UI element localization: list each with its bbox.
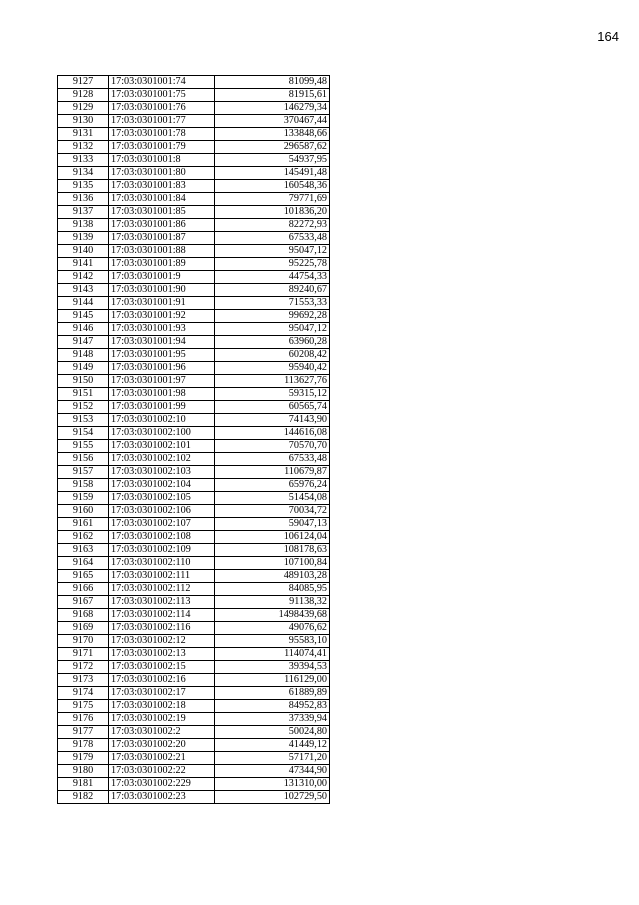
table-row [58,362,330,375]
row-number: 9141 [58,258,109,271]
table-row [58,297,330,310]
table-row [58,583,330,596]
cadastral-value: 61889,89 [215,687,330,700]
cadastral-value: 107100,84 [215,557,330,570]
table-row [58,505,330,518]
table-row [58,206,330,219]
cadastral-number: 17:03:0301001:85 [109,206,215,219]
cadastral-value: 89240,67 [215,284,330,297]
cadastral-value: 84085,95 [215,583,330,596]
cadastral-value: 370467,44 [215,115,330,128]
cadastral-number: 17:03:0301001:75 [109,89,215,102]
table-row [58,219,330,232]
cadastral-value: 74143,90 [215,414,330,427]
table-row [58,661,330,674]
cadastral-value: 101836,20 [215,206,330,219]
table-row [58,336,330,349]
row-number: 9162 [58,531,109,544]
table-row [58,778,330,791]
cadastral-value: 91138,32 [215,596,330,609]
row-number: 9152 [58,401,109,414]
row-number: 9149 [58,362,109,375]
row-number: 9157 [58,466,109,479]
cadastral-number: 17:03:0301002:101 [109,440,215,453]
cadastral-value: 99692,28 [215,310,330,323]
cadastral-value: 65976,24 [215,479,330,492]
cadastral-number: 17:03:0301001:88 [109,245,215,258]
table-row [58,557,330,570]
row-number: 9173 [58,674,109,687]
table-row [58,479,330,492]
table-row [58,752,330,765]
row-number: 9153 [58,414,109,427]
row-number: 9163 [58,544,109,557]
cadastral-value: 70034,72 [215,505,330,518]
cadastral-number: 17:03:0301002:22 [109,765,215,778]
cadastral-value: 59315,12 [215,388,330,401]
cadastral-value: 79771,69 [215,193,330,206]
row-number: 9159 [58,492,109,505]
row-number: 9154 [58,427,109,440]
cadastral-number: 17:03:0301002:104 [109,479,215,492]
table-row [58,674,330,687]
cadastral-value: 106124,04 [215,531,330,544]
table-row [58,388,330,401]
cadastral-value: 95583,10 [215,635,330,648]
table-row [58,323,330,336]
row-number: 9178 [58,739,109,752]
cadastral-number: 17:03:0301001:74 [109,76,215,89]
cadastral-value: 160548,36 [215,180,330,193]
row-number: 9155 [58,440,109,453]
cadastral-value: 54937,95 [215,154,330,167]
cadastral-value: 113627,76 [215,375,330,388]
table-row [58,596,330,609]
table-row [58,466,330,479]
cadastral-number: 17:03:0301002:23 [109,791,215,804]
row-number: 9171 [58,648,109,661]
row-number: 9132 [58,141,109,154]
cadastral-number: 17:03:0301002:100 [109,427,215,440]
row-number: 9175 [58,700,109,713]
row-number: 9169 [58,622,109,635]
table-row [58,115,330,128]
table-row [58,414,330,427]
cadastral-number: 17:03:0301002:107 [109,518,215,531]
row-number: 9150 [58,375,109,388]
table-row [58,128,330,141]
row-number: 9166 [58,583,109,596]
table-row [58,245,330,258]
cadastral-value: 1498439,68 [215,609,330,622]
row-number: 9160 [58,505,109,518]
cadastral-number: 17:03:0301002:108 [109,531,215,544]
table-row [58,193,330,206]
cadastral-number: 17:03:0301001:94 [109,336,215,349]
cadastral-number: 17:03:0301002:105 [109,492,215,505]
cadastral-value: 70570,70 [215,440,330,453]
row-number: 9127 [58,76,109,89]
table-row [58,687,330,700]
cadastral-number: 17:03:0301002:15 [109,661,215,674]
cadastral-number: 17:03:0301002:18 [109,700,215,713]
cadastral-value: 131310,00 [215,778,330,791]
cadastral-number: 17:03:0301002:19 [109,713,215,726]
cadastral-number: 17:03:0301001:8 [109,154,215,167]
cadastral-value: 51454,08 [215,492,330,505]
cadastral-number: 17:03:0301001:92 [109,310,215,323]
cadastral-value: 47344,90 [215,765,330,778]
table-row [58,453,330,466]
table-row [58,427,330,440]
cadastral-value: 95047,12 [215,245,330,258]
page-number: 164 [597,29,619,44]
row-number: 9179 [58,752,109,765]
cadastral-number: 17:03:0301002:112 [109,583,215,596]
row-number: 9164 [58,557,109,570]
table-row [58,791,330,804]
table-row [58,544,330,557]
cadastral-number: 17:03:0301001:9 [109,271,215,284]
cadastral-value: 145491,48 [215,167,330,180]
cadastral-value: 144616,08 [215,427,330,440]
row-number: 9182 [58,791,109,804]
table-row [58,739,330,752]
cadastral-value: 63960,28 [215,336,330,349]
cadastral-number: 17:03:0301002:114 [109,609,215,622]
row-number: 9138 [58,219,109,232]
table-row [58,102,330,115]
cadastral-value: 102729,50 [215,791,330,804]
cadastral-number: 17:03:0301002:106 [109,505,215,518]
cadastral-value: 59047,13 [215,518,330,531]
cadastral-number: 17:03:0301001:95 [109,349,215,362]
cadastral-value: 95940,42 [215,362,330,375]
cadastral-number: 17:03:0301002:113 [109,596,215,609]
cadastral-number: 17:03:0301002:2 [109,726,215,739]
table-body [58,76,330,804]
cadastral-number: 17:03:0301002:13 [109,648,215,661]
cadastral-value: 114074,41 [215,648,330,661]
cadastral-value: 50024,80 [215,726,330,739]
row-number: 9165 [58,570,109,583]
row-number: 9147 [58,336,109,349]
cadastral-number: 17:03:0301001:89 [109,258,215,271]
row-number: 9167 [58,596,109,609]
row-number: 9144 [58,297,109,310]
table-row [58,258,330,271]
cadastral-number: 17:03:0301002:229 [109,778,215,791]
table-row [58,713,330,726]
row-number: 9174 [58,687,109,700]
cadastral-value: 67533,48 [215,232,330,245]
table-row [58,648,330,661]
table-row [58,440,330,453]
cadastral-value: 82272,93 [215,219,330,232]
cadastral-number: 17:03:0301002:103 [109,466,215,479]
cadastral-number: 17:03:0301002:20 [109,739,215,752]
cadastral-number: 17:03:0301002:110 [109,557,215,570]
cadastral-number: 17:03:0301001:78 [109,128,215,141]
cadastral-value: 489103,28 [215,570,330,583]
table-row [58,570,330,583]
table-row [58,154,330,167]
cadastral-number: 17:03:0301001:76 [109,102,215,115]
row-number: 9140 [58,245,109,258]
cadastral-value: 60565,74 [215,401,330,414]
table-row [58,622,330,635]
cadastral-number: 17:03:0301001:96 [109,362,215,375]
cadastral-number: 17:03:0301001:90 [109,284,215,297]
cadastral-number: 17:03:0301001:91 [109,297,215,310]
cadastral-value: 133848,66 [215,128,330,141]
cadastral-number: 17:03:0301001:97 [109,375,215,388]
row-number: 9137 [58,206,109,219]
table-row [58,401,330,414]
table-row [58,375,330,388]
cadastral-value: 95047,12 [215,323,330,336]
cadastral-value: 108178,63 [215,544,330,557]
row-number: 9168 [58,609,109,622]
row-number: 9143 [58,284,109,297]
row-number: 9130 [58,115,109,128]
table-row [58,232,330,245]
row-number: 9139 [58,232,109,245]
table-row [58,349,330,362]
cadastral-value: 81099,48 [215,76,330,89]
cadastral-number: 17:03:0301001:79 [109,141,215,154]
table-row [58,492,330,505]
table-row [58,141,330,154]
table-row [58,635,330,648]
row-number: 9146 [58,323,109,336]
cadastral-number: 17:03:0301002:16 [109,674,215,687]
table-row [58,310,330,323]
table-row [58,765,330,778]
cadastral-value: 60208,42 [215,349,330,362]
table-row [58,700,330,713]
table-row [58,284,330,297]
table-row [58,518,330,531]
row-number: 9131 [58,128,109,141]
row-number: 9156 [58,453,109,466]
cadastral-number: 17:03:0301002:10 [109,414,215,427]
cadastral-value: 81915,61 [215,89,330,102]
cadastral-number: 17:03:0301002:12 [109,635,215,648]
cadastral-value: 296587,62 [215,141,330,154]
row-number: 9133 [58,154,109,167]
cadastral-number: 17:03:0301001:83 [109,180,215,193]
cadastral-value: 146279,34 [215,102,330,115]
cadastral-number: 17:03:0301001:87 [109,232,215,245]
cadastral-number: 17:03:0301001:86 [109,219,215,232]
cadastral-number: 17:03:0301002:21 [109,752,215,765]
row-number: 9176 [58,713,109,726]
row-number: 9145 [58,310,109,323]
cadastral-value: 57171,20 [215,752,330,765]
row-number: 9177 [58,726,109,739]
cadastral-number: 17:03:0301002:102 [109,453,215,466]
row-number: 9129 [58,102,109,115]
row-number: 9161 [58,518,109,531]
row-number: 9136 [58,193,109,206]
cadastral-value: 110679,87 [215,466,330,479]
table-row [58,609,330,622]
row-number: 9151 [58,388,109,401]
row-number: 9170 [58,635,109,648]
table-row [58,76,330,89]
cadastral-value: 39394,53 [215,661,330,674]
table-row [58,89,330,102]
cadastral-number: 17:03:0301002:116 [109,622,215,635]
cadastral-value: 67533,48 [215,453,330,466]
cadastral-value: 41449,12 [215,739,330,752]
cadastral-number: 17:03:0301002:109 [109,544,215,557]
table-row [58,180,330,193]
cadastral-value: 71553,33 [215,297,330,310]
cadastral-value: 49076,62 [215,622,330,635]
cadastral-value: 37339,94 [215,713,330,726]
row-number: 9148 [58,349,109,362]
row-number: 9142 [58,271,109,284]
cadastral-value: 95225,78 [215,258,330,271]
row-number: 9158 [58,479,109,492]
row-number: 9180 [58,765,109,778]
table-row [58,271,330,284]
cadastral-number: 17:03:0301002:17 [109,687,215,700]
cadastral-number: 17:03:0301001:77 [109,115,215,128]
table-row [58,726,330,739]
cadastral-number: 17:03:0301002:111 [109,570,215,583]
row-number: 9134 [58,167,109,180]
cadastral-number: 17:03:0301001:93 [109,323,215,336]
row-number: 9172 [58,661,109,674]
cadastral-number: 17:03:0301001:84 [109,193,215,206]
cadastral-value: 116129,00 [215,674,330,687]
row-number: 9181 [58,778,109,791]
cadastral-number: 17:03:0301001:98 [109,388,215,401]
table-row [58,167,330,180]
row-number: 9135 [58,180,109,193]
cadastral-value: 44754,33 [215,271,330,284]
row-number: 9128 [58,89,109,102]
cadastral-number: 17:03:0301001:99 [109,401,215,414]
table-row [58,531,330,544]
cadastral-number: 17:03:0301001:80 [109,167,215,180]
cadastral-value-table [57,75,330,804]
cadastral-value: 84952,83 [215,700,330,713]
